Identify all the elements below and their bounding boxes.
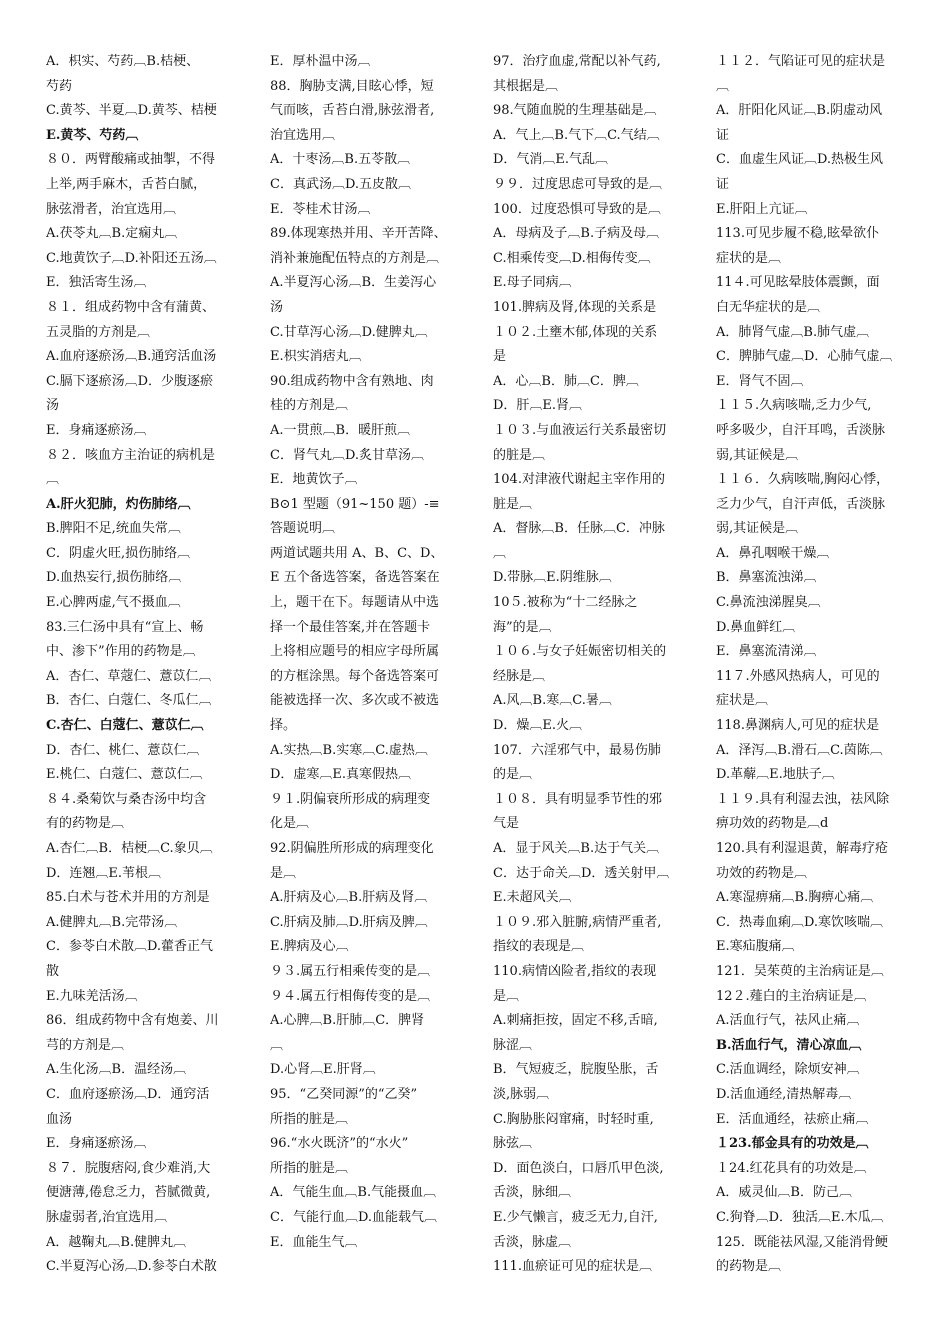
text-line: E．身痛逐瘀汤︹ [46, 1136, 147, 1152]
text-line: 症状是︹ [716, 693, 769, 709]
text-line: １１５.久病咳喘,乏力少气, [716, 398, 872, 414]
text-line: 118.鼻渊病人,可见的症状是 [716, 718, 880, 734]
text-line: A.刺痛拒按，固定不移,舌暗, [493, 1013, 658, 1029]
text-line: 的是︹ [493, 767, 533, 783]
text-line: 110.病情凶险者,指纹的表现 [493, 963, 657, 979]
text-line: 113.可见步履不稳,眩晕欲仆 [716, 226, 880, 242]
text-line: 择一个最佳答案,并在答题卡 [270, 619, 431, 635]
text-line: ９９．过度思虑可导致的是︹ [493, 176, 663, 192]
text-line: E.未超风关︹ [493, 890, 572, 906]
text-line: A．越鞠丸︹B.健脾丸︹ [46, 1234, 187, 1250]
text-line: 的脏是︹ [493, 447, 546, 463]
text-line: ８１．组成药物中含有蒲黄、 [46, 299, 216, 315]
text-line: ︹ [493, 545, 507, 561]
text-line: 12２.薤白的主治病证是︹ [716, 988, 867, 1004]
text-line: E.枳实消痞丸︹ [270, 349, 362, 365]
column-3 [493, 50, 715, 1280]
text-line: E．血能生气︹ [270, 1234, 358, 1250]
text-line: １０８．具有明显季节性的邪 [493, 791, 663, 807]
text-line: 104.对津液代谢起主宰作用的 [493, 472, 665, 488]
column-1 [46, 50, 268, 1280]
text-line: １１２．气陷证可见的症状是 [716, 54, 886, 69]
text-line: C．真武汤︹D.五皮散︹ [270, 176, 412, 192]
text-line: B．鼻塞流浊涕︹ [716, 570, 817, 586]
text-line: A.实热︹B.实寒︹C.虚热︹ [270, 742, 428, 758]
text-line: E.九味羌活汤︹ [46, 988, 138, 1004]
text-line: D.活血通经,清热解毒︹ [716, 1086, 852, 1102]
text-line: C.肝病及肺︹D.肝病及脾︹ [270, 914, 428, 930]
text-line: D．虚寒︹E.真寒假热︹ [270, 767, 412, 783]
text-line: ︹ [716, 78, 730, 94]
text-line: E.少气懒言，疲乏无力,自汗, [493, 1209, 658, 1225]
column-4 [716, 50, 938, 1280]
text-line: C．阴虚火旺,损伤肺络︹ [46, 545, 191, 561]
text-line: A．枳实、芍药︹B.桔梗、 [46, 54, 200, 69]
text-line: E．独活寄生汤︹ [46, 275, 147, 291]
text-line: 脏是︹ [493, 496, 533, 512]
text-line: A.寒湿痹痛︹B.胸痹心痛︹ [716, 890, 874, 906]
text-line: A.心脾︹B.肝肺︹C．脾肾 [270, 1013, 425, 1029]
text-line: 97．治疗血虚,常配以补气药, [493, 54, 661, 69]
text-line: A．督脉︹B．任脉︹C．冲脉 [493, 521, 665, 537]
text-line: C．肾气丸︹D.炙甘草汤︹ [270, 447, 425, 463]
text-line: 88．胸胁支满,目眩心悸，短 [270, 78, 434, 94]
text-line: １０６.与女子妊娠密切相关的 [493, 644, 667, 660]
text-line: １１６．久病咳喘,胸闷心悸， [716, 472, 890, 488]
text-line: C.活血调经，除烦安神︹ [716, 1062, 860, 1078]
text-line: 是 [493, 349, 507, 365]
text-line: C.地黄饮子︹D.补阳还五汤︹ [46, 250, 217, 266]
text-line: D.革薢︹E.地肤子︹ [716, 767, 835, 783]
text-line: C.黄芩、半夏︹D.黄芩、桔梗 [46, 103, 217, 119]
text-line: 的药物是︹ [716, 1259, 782, 1275]
text-line: 痹功效的药物是︹d [716, 816, 829, 832]
text-line: 弱,其证候是︹ [716, 521, 799, 537]
text-line: E.肝阳上亢证︹ [716, 201, 808, 217]
text-line: ︹ [46, 472, 60, 488]
text-line: A.杏仁︹B．桔梗︹C.象贝︹ [46, 841, 213, 856]
text-line: C．达于命关︹D．透关射甲︹ [493, 865, 670, 881]
text-line: 98.气随血脱的生理基础是︹ [493, 103, 657, 119]
text-line: B．杏仁、白蔻仁、冬瓜仁︹ [46, 693, 212, 709]
text-line: 证 [716, 127, 730, 143]
text-line: 淡,脉弱︹ [493, 1086, 550, 1102]
text-line: 85.白术与苍术并用的方剂是 [46, 890, 210, 906]
text-line: A.茯苓丸︹B.定痫丸︹ [46, 226, 178, 242]
text-line: A．十枣汤︹B.五苓散︹ [270, 152, 411, 168]
text-line: ８２．咳血方主治证的病机是 [46, 447, 216, 463]
text-line: E．鼻塞流清涕︹ [716, 644, 817, 660]
text-line: ９１.阴偏衰所形成的病理变 [270, 791, 431, 807]
text-line: 上，题干在下。每题请从中选 [270, 595, 440, 611]
text-line: E.母子同病︹ [493, 275, 572, 291]
text-line: 95．“乙癸同源”的“乙癸” [270, 1086, 418, 1102]
text-line: 血汤 [46, 1111, 73, 1127]
text-line: 择。 [270, 718, 297, 734]
text-line: C.相乘传变︹D.相侮传变︹ [493, 250, 651, 266]
text-line: C．脾肺气虚︹D．心肺气虚︹ [716, 349, 893, 365]
text-line: E．活血通经，祛瘀止痛︹ [716, 1111, 869, 1127]
text-line: 有的药物是︹ [46, 816, 125, 832]
text-line: 五灵脂的方剂是︹ [46, 324, 151, 340]
text-line: ８４.桑菊饮与桑杏汤中均含 [46, 791, 207, 807]
text-line: 101.脾病及肾,体现的关系是 [493, 299, 657, 315]
text-line: 100．过度恐惧可导致的是︹ [493, 201, 661, 217]
text-line: １１９.具有利湿去浊，祛风除 [716, 791, 890, 807]
text-line: C.杏仁、白蔻仁、薏苡仁︹ [46, 718, 204, 734]
text-line: 121．吴茱萸的主治病证是︹ [716, 963, 884, 979]
text-line: 所指的脏是︹ [270, 1160, 349, 1176]
text-line: A.风︹B.寒︹C.暑︹ [493, 693, 612, 709]
text-line: ９３.属五行相乘传变的是︹ [270, 963, 431, 979]
text-line: 海”的是︹ [493, 619, 552, 635]
text-line: C．气能行血︹D.血能载气︹ [270, 1209, 438, 1225]
text-line: A．威灵仙︹B．防己︹ [716, 1185, 852, 1201]
text-line: 是︹ [493, 988, 520, 1004]
text-line: 92.阴偏胜所形成的病理变化 [270, 841, 434, 856]
text-line: 乏力少气，自汗声低，舌淡脉 [716, 496, 886, 512]
text-line: 治宜选用︹ [270, 127, 336, 143]
text-line: E.寒疝腹痛︹ [716, 939, 795, 955]
text-line: E.桃仁、白蔻仁、薏苡仁︹ [46, 767, 203, 783]
text-line: E．身痛逐瘀汤︹ [46, 422, 147, 438]
text-line: A．肺肾气虚︹B.肺气虚︹ [716, 324, 870, 340]
text-line: １０３.与血液运行关系最密切 [493, 422, 667, 438]
text-line: 化是︹ [270, 816, 310, 832]
text-line: 芎的方剂是︹ [46, 1037, 125, 1053]
text-line: 所指的脏是︹ [270, 1111, 349, 1127]
text-line: 症状的是︹ [716, 250, 782, 266]
text-line: 中、渗下”作用的药物是︹ [46, 644, 196, 660]
text-line: 两道试题共用 A、B、C、D、 [270, 545, 444, 561]
text-line: A．鼻孔咽喉干燥︹ [716, 545, 830, 561]
text-line: C.胸胁胀闷窜痛，时轻时重, [493, 1111, 654, 1127]
text-line: 白无华症状的是︹ [716, 299, 821, 315]
text-line: 11４.可见眩晕肢体震颤，面 [716, 275, 880, 291]
text-line: D．杏仁、桃仁、薏苡仁︹ [46, 742, 200, 758]
text-line: E．地黄饮子︹ [270, 472, 358, 488]
text-line: A．肝阳化风证︹B.阴虚动风 [716, 103, 883, 119]
text-line: 125．既能祛风湿,又能消骨鲠 [716, 1234, 888, 1250]
text-line: 脉弦滑者，治宜选用︹ [46, 201, 177, 217]
text-line: D.血热妄行,损伤肺络︹ [46, 570, 182, 586]
text-line: E.黄芩、芍药︹ [46, 127, 139, 143]
text-line: １０９.邪入脏腑,病情严重者, [493, 914, 662, 930]
text-line: D.鼻血鲜红︹ [716, 619, 796, 635]
text-line: A.肝病及心︹B.肝病及肾︹ [270, 890, 428, 906]
text-line: B⊙1 型题（91~150 题）-≡ [270, 496, 440, 512]
text-line: 89.体现寒热并用、辛开苦降、 [270, 226, 447, 242]
text-line: 芍药 [46, 78, 73, 94]
text-line: C.甘草泻心汤︹D.健脾丸︹ [270, 324, 428, 340]
text-line: 舌淡，脉细︹ [493, 1185, 572, 1201]
column-2 [270, 50, 492, 1255]
text-line: 86．组成药物中含有炮姜、川 [46, 1013, 219, 1029]
text-line: 脉虚弱者,治宜选用︹ [46, 1209, 168, 1225]
text-line: E．厚朴温中汤︹ [270, 54, 371, 69]
text-line: 功效的药物是︹ [716, 865, 808, 881]
text-line: 便溏薄,倦怠乏力，苔腻微黄, [46, 1185, 211, 1201]
text-line: A.肝火犯肺，灼伤肺络︹ [46, 496, 191, 512]
text-line: D．燥︹E.火︹ [493, 718, 583, 734]
text-line: B.脾阳不足,统血失常︹ [46, 521, 181, 537]
text-line: 上举,两手麻木，舌苔白腻， [46, 176, 207, 192]
text-line: 气是 [493, 816, 520, 832]
text-line: A.生化汤︹B．温经汤︹ [46, 1062, 187, 1078]
text-line: A.半夏泻心汤︹B．生姜泻心 [270, 275, 437, 291]
text-line: 能被选择一次、多次或不被选 [270, 693, 440, 709]
text-line: 散 [46, 963, 60, 979]
text-line: １24.红花具有的功效是︹ [716, 1160, 867, 1176]
text-line: 的方框涂黑。每个备选答案可 [270, 668, 440, 684]
text-line: 汤 [270, 299, 284, 315]
text-line: E.心脾两虚,气不摄血︹ [46, 595, 181, 611]
text-line: 证 [716, 176, 730, 192]
text-line: 脉涩︹ [493, 1037, 533, 1053]
text-line: B．气短疲乏，脘腹坠胀，舌 [493, 1062, 659, 1078]
text-line: E．肾气不固︹ [716, 373, 804, 389]
text-line: A．母病及子︹B.子病及母︹ [493, 226, 660, 242]
text-line: C．血府逐瘀汤︹D．通窍活 [46, 1086, 210, 1102]
text-line: A．气能生血︹B.气能摄血︹ [270, 1185, 437, 1201]
text-line: 11７.外感风热病人，可见的 [716, 668, 880, 684]
text-line: A．心︹B．肺︹C．脾︹ [493, 373, 639, 389]
text-line: E.脾病及心︹ [270, 939, 349, 955]
text-line: 桂的方剂是︹ [270, 398, 349, 414]
text-line: A．气上︹B.气下︹C.气结︹ [493, 127, 660, 143]
text-line: A．泽泻︹B.滑石︹C.茵陈︹ [716, 742, 883, 758]
text-line: 答题说明︹ [270, 521, 336, 537]
text-line: D.心肾︹E.肝肾︹ [270, 1062, 376, 1078]
text-line: B.活血行气，清心凉血︹ [716, 1037, 862, 1053]
text-line: 舌淡，脉虚︹ [493, 1234, 572, 1250]
text-line: ︹ [270, 1037, 284, 1053]
text-line: 呼多吸少，自汗耳鸣，舌淡脉 [716, 422, 886, 438]
text-line: D.带脉︹E.阴维脉︹ [493, 570, 612, 586]
text-line: E．苓桂术甘汤︹ [270, 201, 371, 217]
text-line: 96.“水火既济”的“水火” [270, 1136, 409, 1152]
text-line: 120.具有利湿退黄，解毒疗疮 [716, 841, 888, 856]
text-line: 经脉是︹ [493, 668, 546, 684]
text-line: 消补兼施配伍特点的方剂是︹ [270, 250, 440, 266]
text-line: C.鼻流浊涕腥臭︹ [716, 595, 821, 611]
text-line: 83.三仁汤中具有“宣上、畅 [46, 619, 204, 635]
text-line: 指纹的表现是︹ [493, 939, 585, 955]
text-line: C.膈下逐瘀汤︹D．少腹逐瘀 [46, 373, 214, 389]
text-line: C．血虚生风证︹D.热极生风 [716, 152, 884, 168]
text-line: A．杏仁、草蔻仁、薏苡仁︹ [46, 668, 212, 684]
text-line: A.健脾丸︹B.完带汤︹ [46, 914, 178, 930]
text-line: 其根据是︹ [493, 78, 559, 94]
text-line: 脉弦︹ [493, 1136, 533, 1152]
text-line: C．热毒血痢︹D.寒饮咳喘︹ [716, 914, 884, 930]
text-line: D．连翘︹E.苇根︹ [46, 865, 162, 881]
text-line: D．面色淡白，口唇爪甲色淡, [493, 1160, 664, 1176]
text-line: 111.血瘀证可见的症状是︹ [493, 1259, 652, 1275]
text-line: A.活血行气，祛风止痛︹ [716, 1013, 860, 1029]
text-line: ８０．两臂酸痛或抽掣，不得 [46, 152, 216, 168]
text-line: E 五个备选答案，备选答案在 [270, 570, 440, 586]
text-line: 10５.被称为“十二经脉之 [493, 595, 638, 611]
text-line: 是︹ [270, 865, 297, 881]
text-line: 107．六淫邪气中，最易伤肺 [493, 742, 661, 758]
text-line: D．肝︹E.肾︹ [493, 398, 583, 414]
text-line: A.血府逐瘀汤︹B.通窍活血汤 [46, 349, 217, 365]
text-line: 弱,其证候是︹ [716, 447, 799, 463]
text-line: C.半夏泻心汤︹D.参苓白术散 [46, 1259, 217, 1275]
text-line: 汤 [46, 398, 60, 414]
text-line: 上将相应题号的相应字母所属 [270, 644, 440, 660]
text-line: １０２.土壅木郁,体现的关系 [493, 324, 658, 340]
text-line: ９４.属五行相侮传变的是︹ [270, 988, 431, 1004]
text-line: １23.郁金具有的功效是︹ [716, 1136, 869, 1152]
text-line: C．参苓白术散︹D.藿香正气 [46, 939, 214, 955]
text-line: 90.组成药物中含有熟地、肉 [270, 373, 434, 389]
text-line: ８７．脘腹痞闷,食少难消,大 [46, 1160, 211, 1176]
text-line: D．气消︹E.气乱︹ [493, 152, 609, 168]
text-line: 气而咳，舌苔白滑,脉弦滑者, [270, 103, 435, 119]
text-line: A.一贯煎︹B．暖肝煎︹ [270, 422, 411, 438]
text-line: C.狗脊︹D．独活︹E.木瓜︹ [716, 1209, 884, 1225]
text-line: A．显于风关︹B.达于气关︹ [493, 841, 660, 856]
